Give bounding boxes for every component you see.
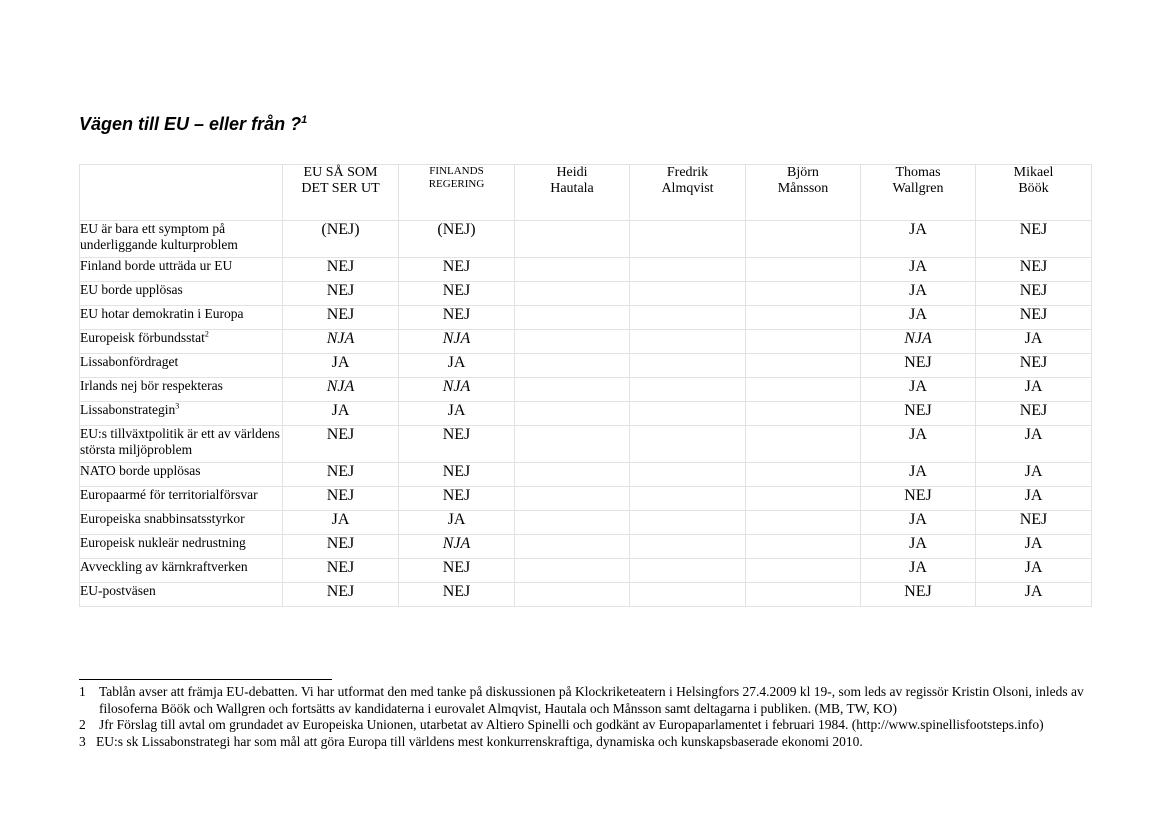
table-row xyxy=(80,559,1092,583)
value-cell: JA xyxy=(399,402,515,426)
table-row xyxy=(80,583,1092,607)
value-cell: JA xyxy=(976,487,1092,511)
value-cell: NJA xyxy=(283,378,399,402)
row-label-text: Europeiska snabbinsatsstyrkor xyxy=(80,511,245,526)
table-row xyxy=(80,282,1092,306)
value-cell xyxy=(515,378,630,402)
value-cell: NEJ xyxy=(399,487,515,511)
value-cell: NEJ xyxy=(976,221,1092,258)
value-cell: NEJ xyxy=(976,306,1092,330)
value-cell xyxy=(630,463,746,487)
row-label xyxy=(80,402,283,426)
column-header-line: Heidi xyxy=(556,165,588,180)
value-cell: NEJ xyxy=(399,282,515,306)
value-cell: JA xyxy=(976,535,1092,559)
value-cell xyxy=(515,559,630,583)
row-label xyxy=(80,378,283,402)
value-cell xyxy=(630,258,746,282)
footnote xyxy=(79,734,1089,751)
row-label-text: NATO borde upplösas xyxy=(80,463,201,478)
row-label-text: Lissabonfördraget xyxy=(80,354,179,369)
value-cell xyxy=(746,559,861,583)
value-cell: JA xyxy=(283,354,399,378)
value-cell: NEJ xyxy=(976,258,1092,282)
row-label xyxy=(80,258,283,282)
row-label xyxy=(80,511,283,535)
value-cell xyxy=(630,559,746,583)
column-header xyxy=(283,165,399,221)
value-cell xyxy=(630,330,746,354)
value-cell: NJA xyxy=(399,378,515,402)
value-cell: NEJ xyxy=(399,559,515,583)
value-cell: NEJ xyxy=(283,463,399,487)
value-cell: NEJ xyxy=(399,463,515,487)
value-cell: NEJ xyxy=(976,282,1092,306)
value-cell: JA xyxy=(976,330,1092,354)
value-cell: JA xyxy=(861,426,976,463)
value-cell xyxy=(746,463,861,487)
comparison-table xyxy=(79,164,1092,607)
value-cell: JA xyxy=(399,511,515,535)
footnote-ref: 3 xyxy=(175,401,180,411)
row-label-text: Finland borde utträda ur EU xyxy=(80,258,233,273)
value-cell: JA xyxy=(976,559,1092,583)
value-cell: JA xyxy=(976,378,1092,402)
value-cell xyxy=(746,402,861,426)
value-cell: NEJ xyxy=(283,583,399,607)
row-label-text: EU borde upplösas xyxy=(80,282,183,297)
value-cell xyxy=(746,306,861,330)
value-cell: NEJ xyxy=(399,306,515,330)
value-cell xyxy=(630,487,746,511)
value-cell: NEJ xyxy=(283,559,399,583)
row-label-text: EU:s tillväxtpolitik är ett av världens största miljöproblem xyxy=(80,426,280,457)
row-label xyxy=(80,463,283,487)
table-row xyxy=(80,378,1092,402)
row-label-text: EU-postväsen xyxy=(80,583,156,598)
value-cell: NEJ xyxy=(976,402,1092,426)
page-title xyxy=(79,114,307,135)
column-header-line: Mikael xyxy=(1013,165,1054,180)
value-cell: JA xyxy=(976,583,1092,607)
value-cell: NEJ xyxy=(283,535,399,559)
column-header-line: Wallgren xyxy=(892,181,944,196)
table-row xyxy=(80,306,1092,330)
row-label-text: Irlands nej bör respekteras xyxy=(80,378,223,393)
value-cell: NJA xyxy=(399,535,515,559)
footnote-number: 1 xyxy=(79,684,86,699)
table-row xyxy=(80,354,1092,378)
column-header-line: EU SÅ SOM xyxy=(303,165,378,180)
footnote xyxy=(79,717,1089,734)
column-header-line: Almqvist xyxy=(661,181,714,196)
table-row xyxy=(80,258,1092,282)
value-cell xyxy=(746,282,861,306)
footnote-number: 3 xyxy=(79,733,86,749)
column-header xyxy=(976,165,1092,221)
value-cell xyxy=(630,354,746,378)
value-cell xyxy=(746,258,861,282)
value-cell xyxy=(515,487,630,511)
value-cell: NEJ xyxy=(861,487,976,511)
value-cell xyxy=(515,306,630,330)
value-cell: JA xyxy=(283,511,399,535)
value-cell xyxy=(515,354,630,378)
footnote-text: EU:s sk Lissabonstrategi har som mål att göra Europa till världens mest konkurrenskraftiga, dynamiska och kunskapsbaserade ekonomi 2010. xyxy=(96,733,863,749)
header-empty-cell xyxy=(80,165,283,221)
row-label xyxy=(80,306,283,330)
value-cell xyxy=(746,426,861,463)
value-cell xyxy=(746,487,861,511)
value-cell xyxy=(630,426,746,463)
value-cell xyxy=(515,583,630,607)
value-cell: JA xyxy=(861,282,976,306)
value-cell: NEJ xyxy=(283,426,399,463)
value-cell: NEJ xyxy=(861,402,976,426)
table-body xyxy=(80,221,1092,607)
value-cell: NEJ xyxy=(976,354,1092,378)
column-header xyxy=(746,165,861,221)
value-cell: NEJ xyxy=(399,583,515,607)
value-cell: NJA xyxy=(399,330,515,354)
value-cell: JA xyxy=(861,535,976,559)
value-cell: NEJ xyxy=(283,282,399,306)
value-cell: JA xyxy=(976,463,1092,487)
row-label xyxy=(80,426,283,463)
row-label-text: EU hotar demokratin i Europa xyxy=(80,306,244,321)
value-cell: NEJ xyxy=(861,354,976,378)
row-label xyxy=(80,559,283,583)
footnote-ref: 2 xyxy=(204,329,209,339)
value-cell xyxy=(515,535,630,559)
title-text: Vägen till EU – eller från ? xyxy=(79,114,302,134)
column-header xyxy=(630,165,746,221)
value-cell xyxy=(630,535,746,559)
value-cell xyxy=(630,306,746,330)
value-cell xyxy=(515,258,630,282)
value-cell: NEJ xyxy=(399,426,515,463)
value-cell: (NEJ) xyxy=(283,221,399,258)
value-cell xyxy=(515,221,630,258)
footnotes xyxy=(79,684,1089,750)
header-row xyxy=(80,165,1092,221)
row-label xyxy=(80,354,283,378)
value-cell xyxy=(746,354,861,378)
column-header xyxy=(861,165,976,221)
value-cell: NEJ xyxy=(861,583,976,607)
column-header-line: Hautala xyxy=(550,181,594,196)
value-cell xyxy=(746,330,861,354)
value-cell xyxy=(515,282,630,306)
value-cell: JA xyxy=(861,378,976,402)
row-label-text: Lissabonstrategin xyxy=(80,402,176,417)
row-label-text: Europeisk nukleär nedrustning xyxy=(80,535,246,550)
row-label xyxy=(80,282,283,306)
column-header xyxy=(515,165,630,221)
row-label-text: Europaarmé för territorialförsvar xyxy=(80,487,258,502)
value-cell: NJA xyxy=(861,330,976,354)
row-label xyxy=(80,487,283,511)
value-cell: JA xyxy=(861,258,976,282)
value-cell: JA xyxy=(861,306,976,330)
table-row xyxy=(80,221,1092,258)
footnote-text: Tablån avser att främja EU-debatten. Vi har utformat den med tanke på diskussionen på Klockriketeatern i Helsingfors 27.4.2009 kl 19-, som leds av regissör Kristin Olsoni, inleds av filosoferna Böök och Wallgren och fortsätts av kandidaterna i eurovalet Almqvist, Hautala och Månsson samt deltagarna i publiken. (MB, TW, KO) xyxy=(99,684,1084,716)
row-label-text: Avveckling av kärnkraftverken xyxy=(80,559,248,574)
column-header-line: DET SER UT xyxy=(301,181,380,196)
value-cell xyxy=(515,330,630,354)
value-cell xyxy=(630,378,746,402)
value-cell: NJA xyxy=(283,330,399,354)
value-cell xyxy=(746,511,861,535)
row-label-text: EU är bara ett symptom på underliggande kulturproblem xyxy=(80,221,238,252)
title-footnote-ref: 1 xyxy=(301,114,308,126)
value-cell xyxy=(630,282,746,306)
footnote-text: Jfr Förslag till avtal om grundadet av Europeiska Unionen, utarbetat av Altiero Spinelli och godkänt av Europaparlamentet i februari 1984. (http://www.spinellisfootsteps.info) xyxy=(99,717,1044,732)
table-row xyxy=(80,402,1092,426)
column-header-line: Månsson xyxy=(777,181,829,196)
value-cell xyxy=(515,426,630,463)
row-label xyxy=(80,221,283,258)
table-row xyxy=(80,487,1092,511)
value-cell xyxy=(746,535,861,559)
value-cell xyxy=(630,511,746,535)
row-label xyxy=(80,535,283,559)
value-cell: NEJ xyxy=(283,258,399,282)
value-cell xyxy=(746,378,861,402)
column-header-line: Böök xyxy=(1018,181,1049,196)
value-cell: NEJ xyxy=(283,487,399,511)
column-header-line: Fredrik xyxy=(666,165,709,180)
value-cell xyxy=(515,511,630,535)
column-header-line: REGERING xyxy=(428,178,485,190)
value-cell xyxy=(746,221,861,258)
row-label-text: Europeisk förbundsstat xyxy=(80,330,205,345)
value-cell xyxy=(746,583,861,607)
table-row xyxy=(80,511,1092,535)
table-row xyxy=(80,463,1092,487)
table-row xyxy=(80,426,1092,463)
column-header-line: Björn xyxy=(787,165,819,180)
footnote xyxy=(79,684,1089,717)
value-cell xyxy=(630,402,746,426)
table-row xyxy=(80,535,1092,559)
value-cell xyxy=(630,583,746,607)
value-cell: JA xyxy=(861,221,976,258)
column-header-line: FINLANDS xyxy=(429,165,484,177)
value-cell: JA xyxy=(861,511,976,535)
value-cell: JA xyxy=(283,402,399,426)
value-cell: (NEJ) xyxy=(399,221,515,258)
value-cell: NEJ xyxy=(976,511,1092,535)
value-cell: JA xyxy=(976,426,1092,463)
footnote-number: 2 xyxy=(79,717,86,732)
value-cell xyxy=(515,402,630,426)
value-cell xyxy=(515,463,630,487)
row-label xyxy=(80,583,283,607)
value-cell: NEJ xyxy=(283,306,399,330)
value-cell: NEJ xyxy=(399,258,515,282)
column-header xyxy=(399,165,515,221)
column-header-line: Thomas xyxy=(895,165,941,180)
value-cell: JA xyxy=(399,354,515,378)
table-row xyxy=(80,330,1092,354)
row-label xyxy=(80,330,283,354)
footnote-separator xyxy=(79,679,332,680)
value-cell: JA xyxy=(861,463,976,487)
value-cell xyxy=(630,221,746,258)
value-cell: JA xyxy=(861,559,976,583)
